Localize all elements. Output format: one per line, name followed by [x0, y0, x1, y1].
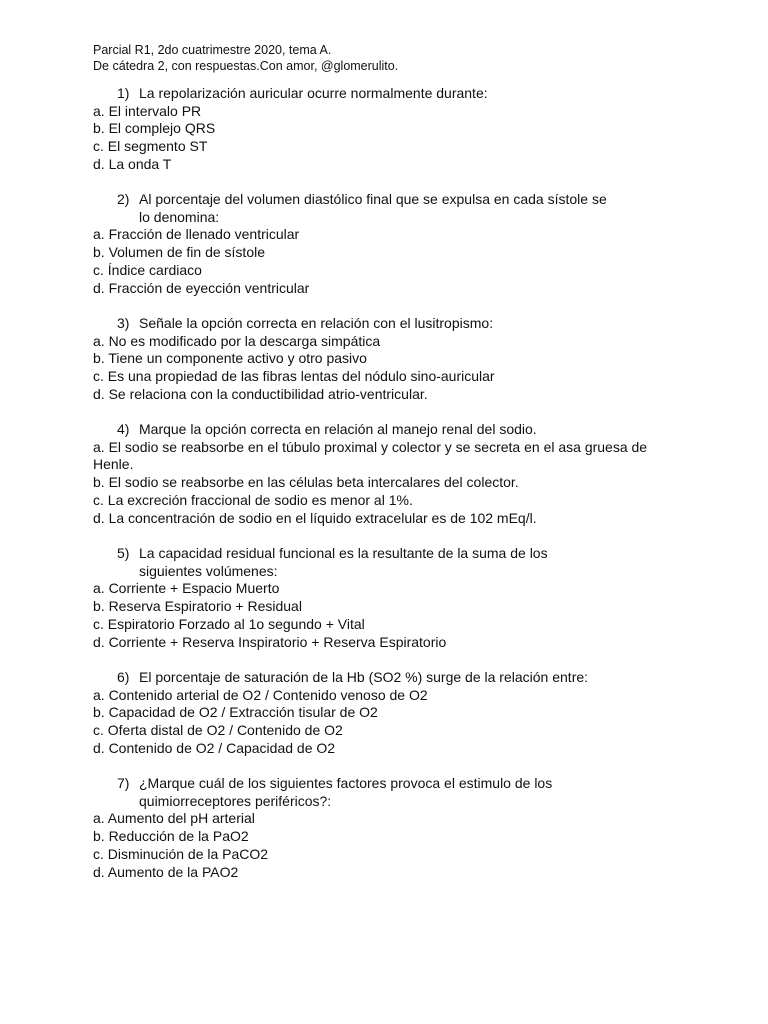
question-6-text: El porcentaje de saturación de la Hb (SO2 %) surge de la relación entre:	[139, 669, 589, 685]
question-5-number: 5)	[117, 545, 130, 561]
question-2-text: Al porcentaje del volumen diastólico final que se expulsa en cada sístole se lo denomina:	[139, 191, 607, 225]
question-1-text: La repolarización auricular ocurre normalmente durante:	[139, 85, 488, 101]
document-header	[93, 42, 398, 74]
question-7	[93, 775, 673, 881]
header-signature: Con amor, @glomerulito.	[259, 59, 399, 73]
question-7-option-c: c. Disminución de la PaCO2	[93, 845, 269, 862]
question-2-option-b: b. Volumen de fin de sístole	[93, 244, 265, 261]
question-7-number: 7)	[117, 775, 130, 791]
question-4-stem	[93, 421, 668, 439]
question-4-option-c: c. La excreción fraccional de sodio es menor al 1%.	[93, 491, 413, 508]
question-1-stem	[93, 85, 673, 103]
question-6-option-d: d. Contenido de O2 / Capacidad de O2	[93, 739, 336, 756]
question-4-option-b: b. El sodio se reabsorbe en las células beta intercalares del colector.	[93, 474, 519, 491]
question-4	[93, 421, 668, 527]
question-4-option-a: a. El sodio se reabsorbe en el túbulo proximal y colector y se secreta en el asa gruesa de Henle.	[93, 438, 648, 473]
question-3-option-a: a. No es modificado por la descarga simpática	[93, 332, 381, 349]
question-1-option-a: a. El intervalo PR	[93, 102, 202, 119]
question-4-number: 4)	[117, 421, 130, 437]
header-title: Parcial R1, 2do cuatrimestre 2020, tema A.	[93, 43, 332, 57]
question-1-option-b: b. El complejo QRS	[93, 120, 216, 137]
question-2-option-d: d. Fracción de eyección ventricular	[93, 279, 310, 296]
question-3	[93, 315, 673, 404]
question-7-text: ¿Marque cuál de los siguientes factores provoca el estimulo de los quimiorreceptores periféricos?:	[139, 775, 553, 809]
question-7-option-d: d. Aumento de la PAO2	[93, 863, 239, 880]
question-6-option-c: c. Oferta distal de O2 / Contenido de O2	[93, 722, 343, 739]
question-6-option-b: b. Capacidad de O2 / Extracción tisular de O2	[93, 704, 378, 721]
question-2-option-a: a. Fracción de llenado ventricular	[93, 226, 300, 243]
question-2-option-c: c. Índice cardiaco	[93, 261, 202, 278]
question-5-stem	[93, 545, 609, 580]
question-5-option-c: c. Espiratorio Forzado al 1o segundo + Vital	[93, 615, 365, 632]
question-3-option-d: d. Se relaciona con la conductibilidad atrio-ventricular.	[93, 385, 428, 402]
header-line-1	[93, 42, 398, 58]
question-2	[93, 191, 673, 297]
question-3-stem	[93, 315, 673, 333]
question-1	[93, 85, 673, 174]
question-7-option-b: b. Reducción de la PaO2	[93, 828, 249, 845]
question-4-option-d: d. La concentración de sodio en el líquido extracelular es de 102 mEq/l.	[93, 509, 537, 526]
question-5	[93, 545, 673, 651]
question-3-text: Señale la opción correcta en relación con el lusitropismo:	[139, 315, 494, 331]
question-1-option-c: c. El segmento ST	[93, 138, 208, 155]
question-5-text: La capacidad residual funcional es la resultante de la suma de los siguientes volúmenes:	[139, 545, 548, 579]
header-subtitle: De cátedra 2, con respuestas.	[93, 59, 260, 73]
question-5-option-a: a. Corriente + Espacio Muerto	[93, 580, 280, 597]
question-2-number: 2)	[117, 191, 130, 207]
question-3-option-b: b. Tiene un componente activo y otro pasivo	[93, 350, 367, 367]
question-4-text: Marque la opción correcta en relación al manejo renal del sodio.	[139, 421, 537, 437]
question-6-number: 6)	[117, 669, 130, 685]
question-6	[93, 669, 673, 758]
question-5-option-b: b. Reserva Espiratorio + Residual	[93, 598, 302, 615]
question-5-option-d: d. Corriente + Reserva Inspiratorio + Reserva Espiratorio	[93, 633, 447, 650]
header-line-2	[93, 58, 398, 74]
question-7-option-a: a. Aumento del pH arterial	[93, 810, 255, 827]
question-1-option-d: d. La onda T	[93, 155, 172, 172]
question-3-option-c: c. Es una propiedad de las fibras lentas del nódulo sino-auricular	[93, 368, 495, 385]
question-2-stem	[93, 191, 609, 226]
question-6-option-a: a. Contenido arterial de O2 / Contenido venoso de O2	[93, 686, 428, 703]
question-1-number: 1)	[117, 85, 130, 101]
question-3-number: 3)	[117, 315, 130, 331]
question-7-stem	[93, 775, 609, 810]
question-6-stem	[93, 669, 673, 687]
